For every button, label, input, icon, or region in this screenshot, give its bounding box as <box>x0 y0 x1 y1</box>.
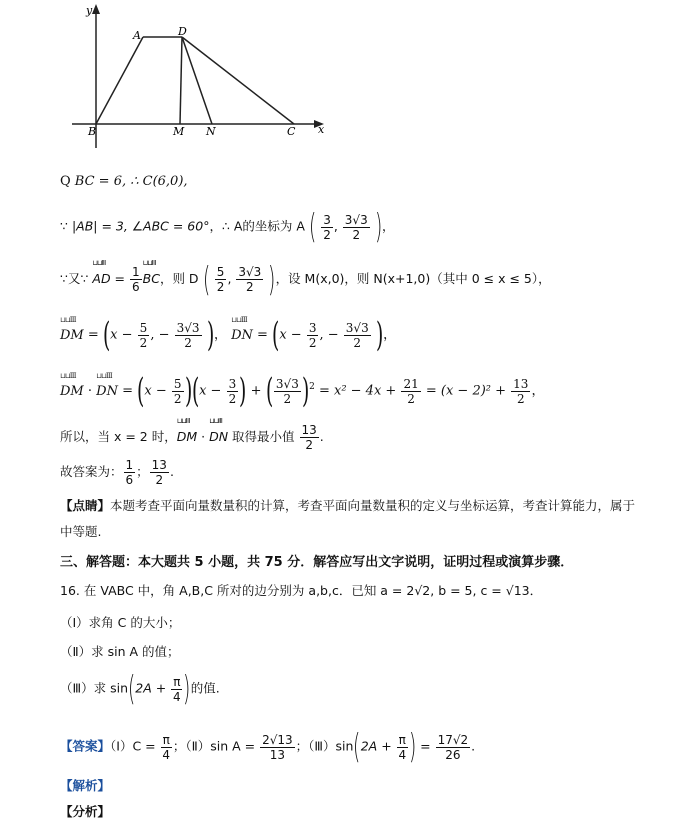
label-a: A <box>133 29 141 42</box>
segment-dm <box>180 37 182 124</box>
label-c: C <box>287 125 296 138</box>
label-m: M <box>173 125 185 138</box>
line-dot-product: ⊔⊔Ⅲ DM · ⊔⊔Ⅲ DN = (x − $\frac{5}{2}$ )(x − $\frac{3}{2}$ ) + ( $\frac{3√3}{2}$ )$^2$ = x² − 4x + $\frac{21}{2}$ = (x − 2)² + $\frac{13}{2}$ ， <box>60 376 544 406</box>
label-b: B <box>88 125 97 138</box>
answer-line: 【答案】（Ⅰ）C = $\frac{\pi}{4}$ ；（Ⅱ）sin A = $\frac{2√13}{13}$ ；（Ⅲ）sin(2A + $\frac{\pi}{4}$ ) = $\frac{17√2}{26}$ . <box>60 727 476 767</box>
line-answer-summary: 故答案为： $\frac{1}{6}$ ； $\frac{13}{2}$ . <box>60 458 174 487</box>
problem-16-part3: （Ⅲ）求 sin(2A + $\frac{\pi}{4}$ )的值. <box>60 669 220 709</box>
line-comment-end: 中等题. <box>60 524 102 539</box>
analysis-heading: 【解析】 <box>60 778 111 793</box>
label-x: x <box>318 123 325 136</box>
segment-dn <box>182 37 212 124</box>
problem-16-statement: 16. 在 VABC 中，角 A,B,C 所对的边分别为 a,b,c．已知 a = 2√2, b = 5, c = √13． <box>60 583 543 598</box>
line-bc-length: Q BC = 6, ∴ C(6,0), <box>60 174 188 189</box>
analysis-subheading: 【分析】 <box>60 804 111 819</box>
label-n: N <box>206 125 216 138</box>
label-y: y <box>86 4 93 17</box>
line-comment: 【点睛】本题考查平面向量数量积的计算，考查平面向量数量积的定义与坐标运算，考查计算能力，属于 <box>60 498 636 513</box>
line-minimum: 所以，当 x = 2 时，⊔⊔Ⅲ DM · ⊔⊔Ⅲ DN 取得最小值 $\frac{13}{2}$ . <box>60 422 324 452</box>
segment-dc <box>182 37 294 124</box>
trapezoid-graph <box>0 0 692 150</box>
line-coordinate-d: ∵又∵ ⊔⊔Ⅲ AD = $\frac{1}{6}$ ⊔⊔Ⅲ BC，则 D ( $\frac{5}{2}$ , $\frac{3√3}{2}$ )，设 M(x,0)，则 N(x+1,0)（其中 0 ≤ x ≤ 5）， <box>60 264 551 295</box>
section-heading: 三、解答题：本大题共 5 小题，共 75 分．解答应写出文字说明，证明过程或演算步骤． <box>60 555 574 570</box>
line-coordinate-a: ∵ |AB| = 3, ∠ABC = 60°，∴ A的坐标为 A ( $\frac{3}{2}$ , $\frac{3√3}{2}$ )， <box>60 207 395 247</box>
y-axis-arrow <box>92 4 100 14</box>
line-vectors-dm-dn: ⊔⊔Ⅲ DM = (x − $\frac{5}{2}$ , − $\frac{3√3}{2}$ )， ⊔⊔Ⅲ DN = (x − $\frac{3}{2}$ , − $\frac{3√3}{2}$ )， <box>60 320 396 350</box>
problem-16-part2: （Ⅱ）求 sin A 的值； <box>60 644 180 659</box>
segment-ba <box>96 37 143 124</box>
problem-16-part1: （Ⅰ）求角 C 的大小； <box>60 615 181 630</box>
label-d: D <box>178 25 187 38</box>
